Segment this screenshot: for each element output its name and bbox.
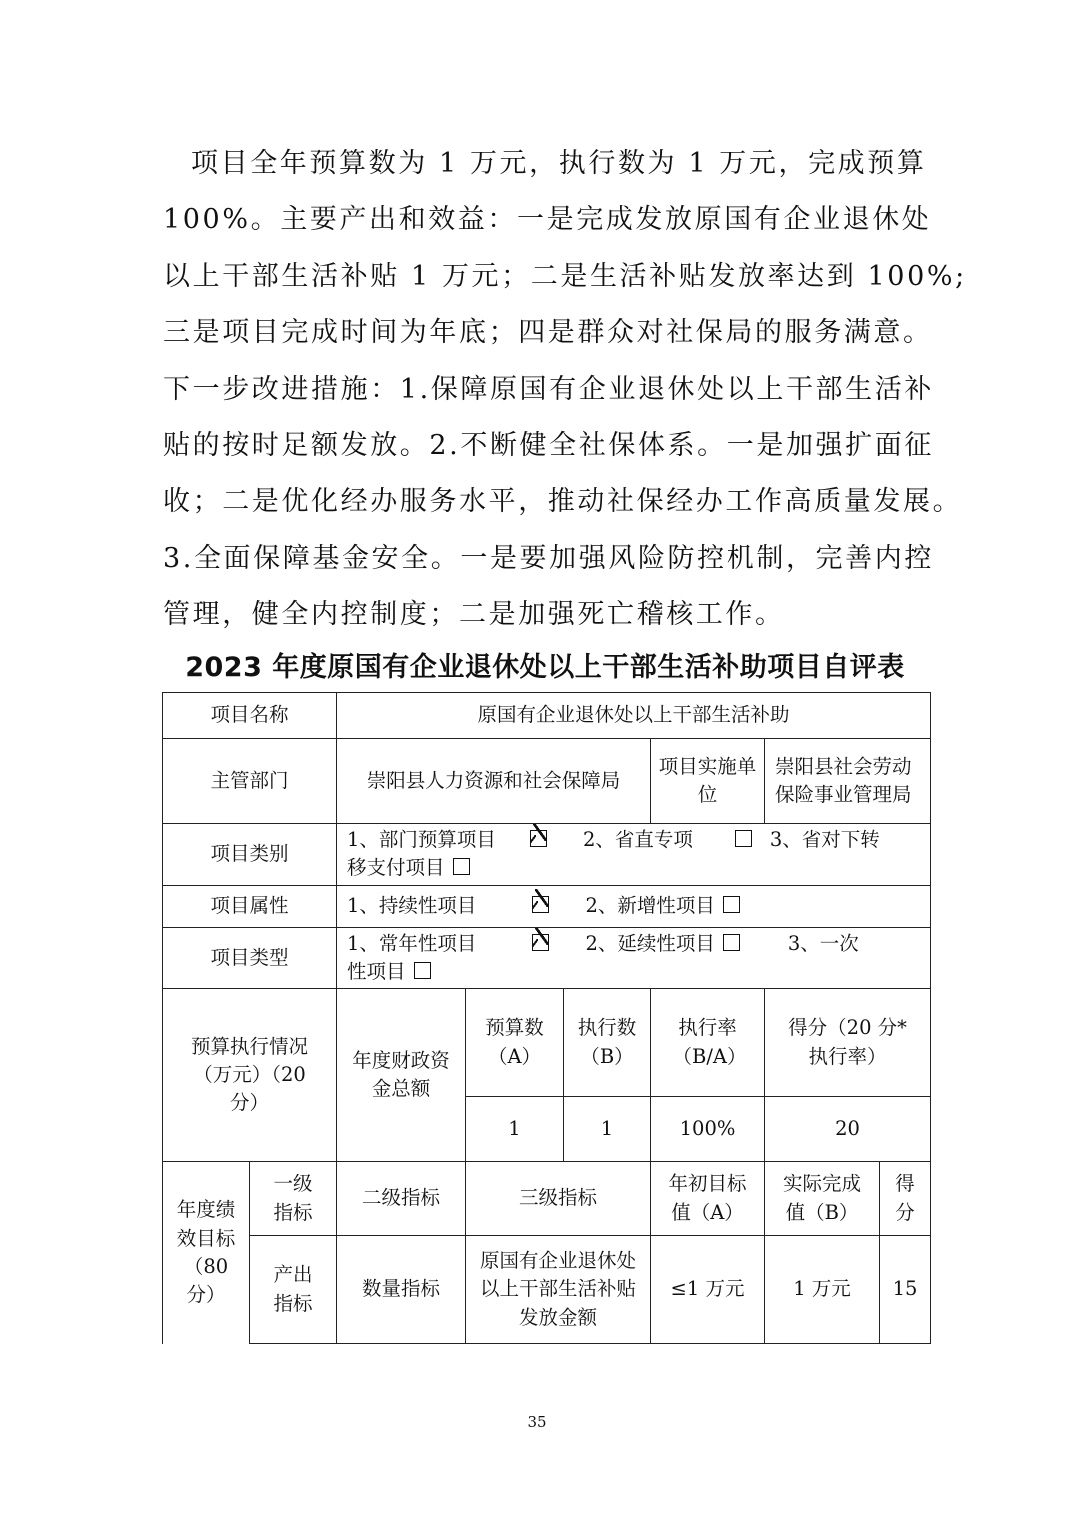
impl-value: 崇阳县社会劳动保险事业管理局 bbox=[765, 739, 931, 824]
level1-header bbox=[250, 1162, 337, 1236]
page-number: 35 bbox=[527, 1413, 547, 1431]
row1-level3-text: 原国有企业退休处以上干部生活补贴发放金额 bbox=[480, 1249, 637, 1329]
empty-box-icon bbox=[414, 962, 431, 979]
category-options bbox=[337, 824, 931, 886]
attr-option-2: 2、新增性项目 bbox=[585, 893, 715, 917]
exec-value: 1 bbox=[564, 1097, 651, 1162]
budget-exec-label bbox=[163, 989, 337, 1162]
paragraph-line: 3.全面保障基金安全。一是要加强风险防控机制，完善内控 bbox=[163, 542, 934, 574]
exec-header bbox=[564, 989, 651, 1097]
checked-box-icon bbox=[532, 896, 549, 913]
category-option-3: 3、省对下转 bbox=[769, 828, 880, 851]
budget-exec-label-text: 预算执行情况（万元）（20 分） bbox=[190, 1034, 308, 1115]
category-option-2: 2、省直专项 bbox=[582, 828, 693, 851]
empty-box-icon bbox=[735, 830, 752, 847]
dept-label: 主管部门 bbox=[163, 739, 337, 824]
row1-target: ≤1 万元 bbox=[651, 1236, 765, 1344]
level1-header-text: 一级指标 bbox=[273, 1172, 313, 1224]
score-header bbox=[765, 989, 931, 1097]
paragraph-line: 三是项目完成时间为年底；四是群众对社保局的服务满意。 bbox=[163, 317, 933, 349]
empty-box-icon bbox=[723, 934, 740, 951]
row1-level1-text: 产出指标 bbox=[273, 1263, 313, 1315]
score2-header bbox=[880, 1162, 931, 1236]
type-option-3-cont: 性项目 bbox=[347, 959, 406, 983]
row1-level2: 数量指标 bbox=[337, 1236, 466, 1344]
level2-header: 二级指标 bbox=[337, 1162, 466, 1236]
project-name-label: 项目名称 bbox=[163, 693, 337, 739]
attr-options bbox=[337, 885, 931, 927]
type-option-3: 3、一次 bbox=[787, 931, 859, 955]
target-header-text: 年初目标值（A） bbox=[668, 1172, 747, 1224]
fiscal-total-label-text: 年度财政资金总额 bbox=[352, 1048, 450, 1101]
fiscal-total-label bbox=[337, 989, 466, 1162]
score2-header-text: 得分 bbox=[895, 1172, 915, 1224]
body-paragraph bbox=[163, 136, 967, 644]
category-label: 项目类别 bbox=[163, 824, 337, 886]
project-name-value: 原国有企业退休处以上干部生活补助 bbox=[337, 693, 931, 739]
table-title: 2023 年度原国有企业退休处以上干部生活补助项目自评表 bbox=[185, 652, 905, 683]
paragraph-line: 以上干部生活补贴 1 万元；二是生活补贴发放率达到 100%; bbox=[163, 260, 967, 292]
target-header bbox=[651, 1162, 765, 1236]
row1-level1 bbox=[250, 1236, 337, 1344]
budget-value: 1 bbox=[466, 1097, 564, 1162]
impl-label: 项目实施单位 bbox=[651, 739, 765, 824]
paragraph-line: 下一步改进措施：1.保障原国有企业退休处以上干部生活补 bbox=[163, 373, 934, 405]
perf-goal-label bbox=[163, 1162, 250, 1344]
row1-score: 15 bbox=[880, 1236, 931, 1344]
row1-actual: 1 万元 bbox=[765, 1236, 880, 1344]
type-label: 项目类型 bbox=[163, 927, 337, 989]
paragraph-line: 管理，健全内控制度；二是加强死亡稽核工作。 bbox=[163, 599, 785, 631]
self-evaluation-table bbox=[162, 692, 931, 1344]
paragraph-line: 项目全年预算数为 1 万元，执行数为 1 万元，完成预算 bbox=[191, 148, 927, 179]
score-value: 20 bbox=[765, 1097, 931, 1162]
attr-label: 项目属性 bbox=[163, 885, 337, 927]
checked-box-icon bbox=[530, 830, 547, 847]
type-option-1: 1、常年性项目 bbox=[347, 931, 477, 955]
paragraph-line: 贴的按时足额发放。2.不断健全社保体系。一是加强扩面征 bbox=[163, 430, 934, 462]
empty-box-icon bbox=[453, 858, 470, 875]
actual-header bbox=[765, 1162, 880, 1236]
attr-option-1: 1、持续性项目 bbox=[347, 893, 477, 917]
level3-header: 三级指标 bbox=[466, 1162, 651, 1236]
score-header-text: 得分（20 分*执行率） bbox=[788, 1016, 907, 1068]
type-option-2: 2、延续性项目 bbox=[585, 931, 715, 955]
exec-header-text: 执行数（B） bbox=[577, 1016, 637, 1068]
type-options bbox=[337, 927, 931, 989]
perf-goal-label-text: 年度绩效目标（80 分） bbox=[176, 1198, 236, 1307]
paragraph-line: 收；二是优化经办服务水平，推动社保经办工作高质量发展。 bbox=[163, 486, 963, 518]
category-option-3-cont: 移支付项目 bbox=[347, 856, 445, 880]
category-option-1: 1、部门预算项目 bbox=[347, 828, 496, 851]
dept-value: 崇阳县人力资源和社会保障局 bbox=[337, 739, 651, 824]
actual-header-text: 实际完成值（B） bbox=[783, 1172, 862, 1224]
rate-value: 100% bbox=[651, 1097, 765, 1162]
budget-header bbox=[466, 989, 564, 1097]
checked-box-icon bbox=[532, 934, 549, 951]
budget-header-text: 预算数（A） bbox=[485, 1016, 544, 1068]
empty-box-icon bbox=[723, 896, 740, 913]
rate-header bbox=[651, 989, 765, 1097]
row1-level3 bbox=[466, 1236, 651, 1344]
paragraph-line: 100%。主要产出和效益：一是完成发放原国有企业退休处 bbox=[163, 204, 932, 236]
rate-header-text: 执行率（B/A） bbox=[672, 1016, 747, 1068]
